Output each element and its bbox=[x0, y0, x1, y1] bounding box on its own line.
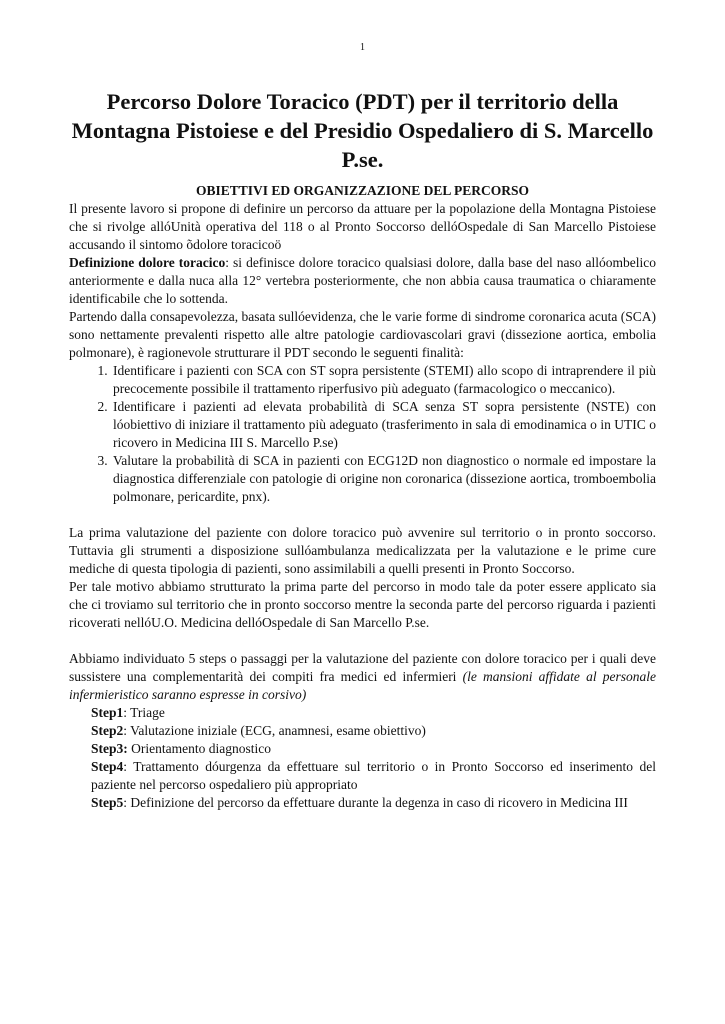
step-text: : Definizione del percorso da effettuare durante la degenza in caso di ricovero in Medicina III bbox=[123, 795, 628, 810]
list-item bbox=[69, 704, 656, 722]
step-label: Step5 bbox=[91, 795, 124, 810]
definition-text: : si definisce dolore toracico qualsiasi dolore, dalla base del naso allóombelico anteriormente e dalla nuca alla 12° vertebra posteriormente, che non abbia causa traumatica o chiaramente identificabile che lo sottenda. bbox=[69, 255, 656, 306]
step-label: Step3: bbox=[91, 741, 128, 756]
steps-intro-paragraph bbox=[69, 650, 656, 704]
list-item: 1. Identificare i pazienti con SCA con ST sopra persistente (STEMI) allo scopo di intraprendere il più precocemente possibile il trattamento riperfusivo più adeguato (farmacologico o meccanico). bbox=[111, 362, 656, 398]
step-text: Orientamento diagnostico bbox=[127, 741, 271, 756]
rationale-paragraph: Partendo dalla consapevolezza, basata sullóevidenza, che le varie forme di sindrome coronarica acuta (SCA) sono nettamente prevalenti rispetto alle altre patologie cardiovascolari gravi (dissezione aortica, embolia polmonare), è ragionevole strutturare il PDT secondo le seguenti finalità: bbox=[69, 309, 656, 360]
objectives-list bbox=[69, 362, 656, 506]
step-text: : Triage bbox=[123, 705, 165, 720]
document-title: Percorso Dolore Toracico (PDT) per il territorio della Montagna Pistoiese e del Presidio Ospedaliero di S. Marcello P.se. bbox=[71, 89, 654, 172]
definition-paragraph bbox=[69, 254, 656, 308]
step-label: Step4 bbox=[91, 759, 124, 774]
list-item bbox=[69, 722, 656, 740]
steps-intro-italic: (le mansioni affidate al personale infermieristico saranno espresse in corsivo) bbox=[69, 669, 656, 702]
list-item: 2. Identificare i pazienti ad elevata probabilità di SCA senza ST sopra persistente (NSTE) con lóobiettivo di iniziare il trattamento più adeguato (trasferimento in sala di emodinamica o in UTIC o ricovero in Medicina III S. Marcello P.se) bbox=[111, 398, 656, 452]
step-text: : Valutazione iniziale (ECG, anamnesi, esame obiettivo) bbox=[123, 723, 426, 738]
structure-paragraph: Per tale motivo abbiamo strutturato la prima parte del percorso in modo tale da poter essere applicato sia che ci troviamo sul territorio che in pronto soccorso mentre la seconda parte del percorso riguarda i pazienti ricoverati nellóU.O. Medicina dellóOspedale di San Marcello P.se. bbox=[69, 579, 656, 630]
list-item bbox=[69, 794, 656, 812]
definition-label: Definizione dolore toracico bbox=[69, 255, 226, 270]
territory-paragraph: La prima valutazione del paziente con dolore toracico può avvenire sul territorio o in pronto soccorso. Tuttavia gli strumenti a disposizione sullóambulanza medicalizzata per la valutazione e le prime cure mediche di questa tipologia di pazienti, sono assimilabili a quelli presenti in Pronto Soccorso. bbox=[69, 525, 656, 576]
step-label: Step1 bbox=[91, 705, 124, 720]
section-heading: OBIETTIVI ED ORGANIZZAZIONE DEL PERCORSO bbox=[195, 183, 530, 198]
list-item bbox=[69, 758, 656, 794]
steps-intro-text: Abbiamo individuato 5 steps o passaggi per la valutazione del paziente con dolore toracico per i quali deve sussistere una complementarità dei compiti fra medici ed infermieri bbox=[69, 651, 656, 684]
steps-list bbox=[69, 704, 656, 812]
list-item: 3. Valutare la probabilità di SCA in pazienti con ECG12D non diagnostico o normale ed impostare la diagnostica differenziale con patologie di origine non coronarica (dissezione aortica, tromboembolia polmonare, pericardite, pnx). bbox=[111, 452, 656, 506]
intro-paragraph: Il presente lavoro si propone di definire un percorso da attuare per la popolazione della Montagna Pistoiese che si rivolge allóUnità operativa del 118 o al Pronto Soccorso dellóOspedale di San Marcello Pistoiese accusando il sintomo õdolore toracicoö bbox=[69, 201, 656, 252]
step-text: : Trattamento dóurgenza da effettuare sul territorio o in Pronto Soccorso ed inserimento del paziente nel percorso ospedaliero più appropriato bbox=[91, 759, 656, 792]
step-label: Step2 bbox=[91, 723, 124, 738]
list-item bbox=[69, 740, 656, 758]
page-number: 1 bbox=[360, 42, 365, 53]
